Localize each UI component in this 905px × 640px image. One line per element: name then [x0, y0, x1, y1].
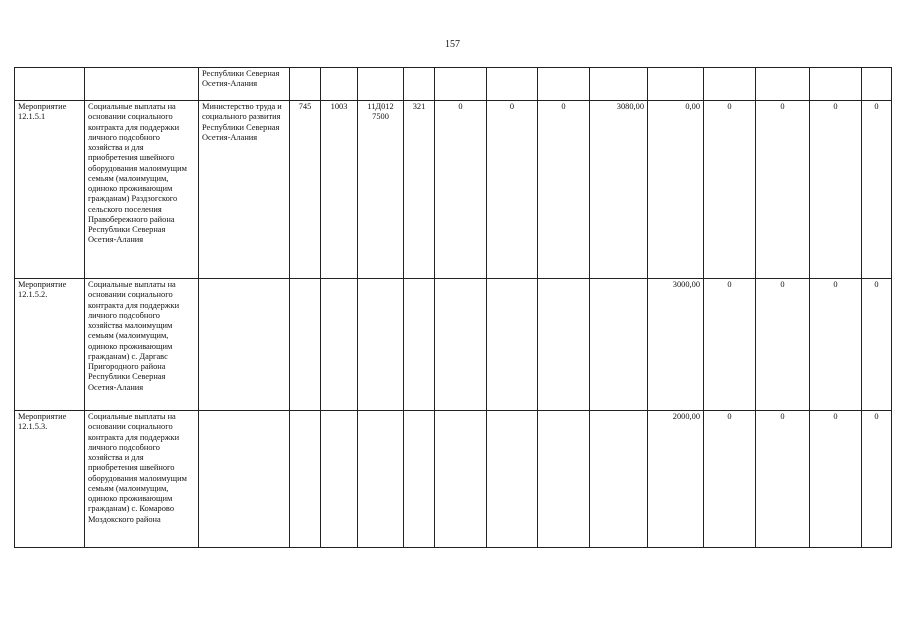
cell-y1	[435, 411, 487, 548]
cell-vr	[404, 68, 435, 101]
cell-y5: 3000,00	[648, 279, 704, 411]
cell-y5: 0,00	[648, 101, 704, 279]
program-table	[14, 67, 892, 548]
cell-y9: 0	[862, 101, 892, 279]
cell-y8: 0	[810, 279, 862, 411]
cell-code: Мероприятие 12.1.5.2.	[15, 279, 85, 411]
cell-grbs	[290, 68, 321, 101]
cell-y1	[435, 68, 487, 101]
cell-grbs	[290, 411, 321, 548]
cell-code: Мероприятие 12.1.5.1	[15, 101, 85, 279]
cell-executor	[199, 279, 290, 411]
cell-y1: 0	[435, 101, 487, 279]
cell-y1	[435, 279, 487, 411]
cell-y3	[538, 411, 590, 548]
cell-code	[15, 68, 85, 101]
cell-csr	[358, 411, 404, 548]
cell-y5: 2000,00	[648, 411, 704, 548]
table-row-continuation	[15, 68, 892, 101]
cell-name: Социальные выплаты на основании социального контракта для поддержки личного подсобного хозяйства малоимущим семьям (малоимущим, одиноко проживающим гражданам) с. Даргавс Пригородного района Республики Северная Осетия-Алания	[85, 279, 199, 411]
table-row	[15, 101, 892, 279]
cell-y2	[487, 279, 538, 411]
cell-executor	[199, 411, 290, 548]
cell-csr	[358, 279, 404, 411]
cell-y4	[590, 411, 648, 548]
cell-y4: 3080,00	[590, 101, 648, 279]
cell-name: Социальные выплаты на основании социального контракта для поддержки личного подсобного хозяйства и для приобретения швейного оборудования малоимущим семьям (малоимущим, одиноко проживающим гражданам) с. Комарово Моздокского района	[85, 411, 199, 548]
cell-y6: 0	[704, 101, 756, 279]
cell-vr: 321	[404, 101, 435, 279]
cell-name: Социальные выплаты на основании социального контракта для поддержки личного подсобного хозяйства и для приобретения швейного оборудования малоимущим семьям (малоимущим, одиноко проживающим гражданам) Раздзогского сельского поселения Правобережного района Республики Северная Осетия-Алания	[85, 101, 199, 279]
page-number: 157	[445, 39, 460, 50]
cell-code: Мероприятие 12.1.5.3.	[15, 411, 85, 548]
cell-y7: 0	[756, 279, 810, 411]
cell-y3: 0	[538, 101, 590, 279]
cell-y7	[756, 68, 810, 101]
cell-vr	[404, 411, 435, 548]
cell-y6: 0	[704, 411, 756, 548]
cell-name	[85, 68, 199, 101]
cell-y7: 0	[756, 411, 810, 548]
cell-y7: 0	[756, 101, 810, 279]
cell-y6	[704, 68, 756, 101]
cell-y8	[810, 68, 862, 101]
cell-vr	[404, 279, 435, 411]
cell-grbs: 745	[290, 101, 321, 279]
cell-y5	[648, 68, 704, 101]
cell-y6: 0	[704, 279, 756, 411]
cell-y8: 0	[810, 411, 862, 548]
table-row	[15, 411, 892, 548]
cell-rzpr: 1003	[321, 101, 358, 279]
cell-csr	[358, 68, 404, 101]
cell-y2	[487, 411, 538, 548]
table-row	[15, 279, 892, 411]
cell-y2	[487, 68, 538, 101]
cell-y4	[590, 279, 648, 411]
cell-grbs	[290, 279, 321, 411]
cell-rzpr	[321, 411, 358, 548]
cell-executor: Министерство труда и социального развития Республики Северная Осетия-Алания	[199, 101, 290, 279]
cell-y8: 0	[810, 101, 862, 279]
cell-rzpr	[321, 68, 358, 101]
cell-executor: Республики Северная Осетия-Алания	[199, 68, 290, 101]
cell-y9	[862, 68, 892, 101]
cell-y3	[538, 279, 590, 411]
cell-y4	[590, 68, 648, 101]
cell-y3	[538, 68, 590, 101]
cell-y9: 0	[862, 411, 892, 548]
cell-csr: 11Д012 7500	[358, 101, 404, 279]
cell-y9: 0	[862, 279, 892, 411]
cell-rzpr	[321, 279, 358, 411]
cell-y2: 0	[487, 101, 538, 279]
